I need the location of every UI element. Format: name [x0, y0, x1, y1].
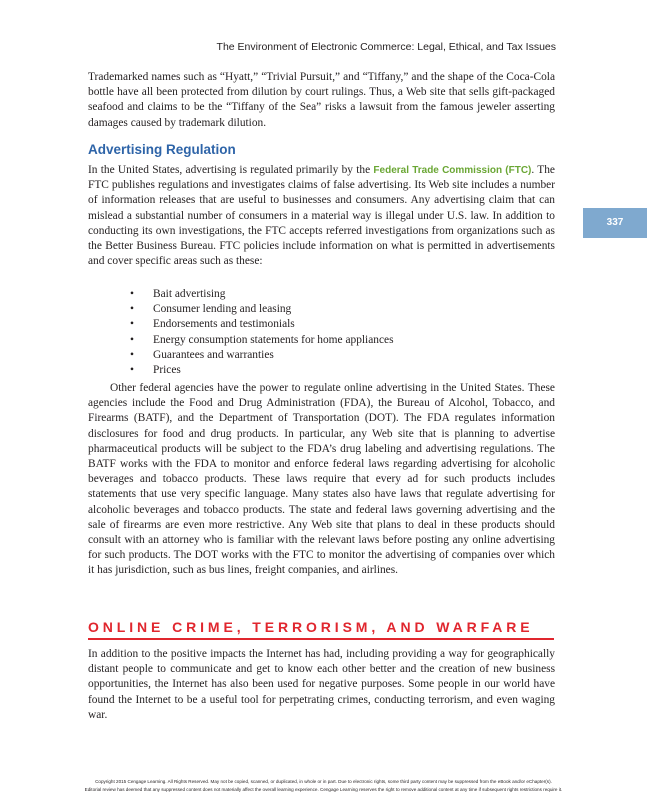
list-item-text: Endorsements and testimonials — [153, 318, 295, 331]
advertising-paragraph-end: . The FTC publishes regulations and investigates claims of false advertising. Its Web site includes a number of information releases that are useful to businesses and consumers. Any advertising claim that can mislead a substantial number of consumers in a material way is illegal under U.S. law. In addition to conducting its own investigations, the FTC accepts referred investigations from organizations such as the Better Business Bureau. FTC policies include information on what is permitted in advertisements and cover specific areas such as these: — [88, 164, 555, 268]
list-item-text: Energy consumption statements for home appliances — [153, 333, 394, 346]
list-item — [130, 363, 394, 378]
trademark-paragraph: Trademarked names such as “Hyatt,” “Trivial Pursuit,” and “Tiffany,” and the shape of the Coca-Cola bottle have all been protected from dilution by court rulings. Thus, a Web site that sells gift-packaged seafood and claims to be the “Tiffany of the Sea” risks a lawsuit from the famous jeweler asserting damages caused by trademark dilution. — [88, 71, 555, 129]
copyright-line-1: Copyright 2015 Cengage Learning. All Rights Reserved. May not be copied, scanned, or duplicated, in whole or in part. Due to electronic rights, some third party content may be suppressed from the eBook and/or eChapter(s). — [95, 779, 552, 784]
list-item — [130, 302, 394, 317]
copyright-footer — [0, 778, 647, 794]
list-item-text: Prices — [153, 364, 181, 377]
online-crime-paragraph: In addition to the positive impacts the Internet has had, including providing a way for geographically distant people to communicate and get to know each other better and the creation of new business opportunities, the Internet has also been used for negative purposes. Some people in our world have found the Internet to be a useful tool for perpetrating crimes, conducting terrorism, and even waging war. — [88, 648, 555, 721]
ftc-areas-list — [130, 287, 394, 378]
list-item — [130, 348, 394, 363]
bullet-marker: • — [130, 348, 134, 361]
bullet-marker: • — [130, 318, 134, 331]
bullet-marker: • — [130, 364, 134, 377]
advertising-regulation-heading: Advertising Regulation — [88, 142, 236, 157]
advertising-paragraph — [88, 163, 555, 269]
advertising-paragraph-start: In the United States, advertising is regulated primarily by the — [88, 164, 371, 176]
running-head: The Environment of Electronic Commerce: Legal, Ethical, and Tax Issues — [216, 41, 556, 53]
copyright-line-2: Editorial review has deemed that any suppressed content does not materially affect the overall learning experience. Cengage Learning reserves the right to remove additional content at any time if subsequent rights restrictions require it. — [84, 787, 563, 792]
bullet-marker: • — [130, 288, 134, 300]
section-heading-rule — [88, 638, 554, 640]
list-item — [130, 287, 394, 302]
list-item-text: Bait advertising — [153, 288, 226, 300]
page-number-tab: 337 — [583, 208, 647, 238]
bullet-marker: • — [130, 333, 134, 346]
list-item — [130, 317, 394, 332]
online-crime-section-heading: ONLINE CRIME, TERRORISM, AND WARFARE — [88, 619, 534, 635]
bullet-marker: • — [130, 303, 134, 316]
list-item — [130, 333, 394, 348]
list-item-text: Guarantees and warranties — [153, 348, 274, 361]
list-item-text: Consumer lending and leasing — [153, 303, 292, 316]
other-agencies-paragraph: Other federal agencies have the power to regulate online advertising in the United States. These agencies include the Food and Drug Administration (FDA), the Bureau of Alcohol, Tobacco, and Firearms (BATF), and the Department of Transportation (DOT). The FDA regulates information disclosures for food and drug products. In particular, any Web site that is planning to advertise pharmaceutical products will be subject to the FDA’s drug labeling and advertising regulations. The BATF works with the FDA to monitor and enforce federal laws regarding advertising for alcoholic beverages and tobacco products. These laws require that every ad for such products includes statements that use very specific language. Many states also have laws that regulate advertising for alcoholic beverages and tobacco products. The state and federal laws governing advertising and the sale of firearms are even more restrictive. Any Web site that plans to deal in these products should consult with an attorney who is familiar with the relevant laws before posting any online advertising for such products. The DOT works with the FTC to monitor the advertising of companies over which it has jurisdiction, such as bus lines, freight companies, and airlines. — [88, 382, 555, 577]
key-term-ftc: Federal Trade Commission (FTC) — [373, 165, 532, 176]
